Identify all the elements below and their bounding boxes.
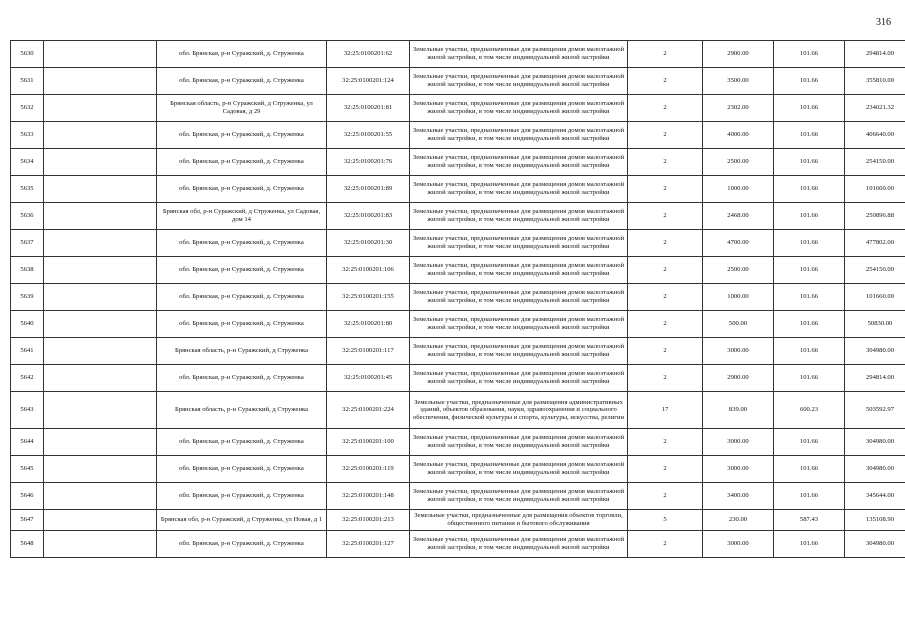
land-purpose-cell: Земельные участки, предназначенные для размещения домов малоэтажной жилой застройки, в том числе индивидуальной жилой застройки xyxy=(410,230,628,257)
category-cell: 2 xyxy=(628,41,703,68)
land-purpose-cell: Земельные участки, предназначенные для размещения домов малоэтажной жилой застройки, в том числе индивидуальной жилой застройки xyxy=(410,483,628,510)
cadastral-value-cell: 294814.00 xyxy=(845,41,905,68)
rate-cell: 101.66 xyxy=(774,149,845,176)
address-cell: обл. Брянская, р-н Суражский, д. Струженка xyxy=(157,456,327,483)
address-cell: Брянская область, р-н Суражский, д Струженка, ул Садовая, д 29 xyxy=(157,95,327,122)
category-cell: 2 xyxy=(628,311,703,338)
category-cell: 2 xyxy=(628,365,703,392)
rate-cell: 101.66 xyxy=(774,41,845,68)
land-purpose-cell: Земельные участки, предназначенные для размещения домов малоэтажной жилой застройки, в том числе индивидуальной жилой застройки xyxy=(410,95,628,122)
land-purpose-cell: Земельные участки, предназначенные для размещения домов малоэтажной жилой застройки, в том числе индивидуальной жилой застройки xyxy=(410,176,628,203)
category-cell: 2 xyxy=(628,338,703,365)
empty-cell xyxy=(44,338,157,365)
address-cell: Брянская область, р-н Суражский, д Струженка xyxy=(157,338,327,365)
row-number-cell: 5635 xyxy=(11,176,44,203)
row-number-cell: 5646 xyxy=(11,483,44,510)
rate-cell: 587.43 xyxy=(774,510,845,531)
area-cell: 4000.00 xyxy=(703,122,774,149)
category-cell: 2 xyxy=(628,68,703,95)
table-row xyxy=(11,392,905,429)
category-cell: 5 xyxy=(628,510,703,531)
cadastral-value-cell: 254150.00 xyxy=(845,149,905,176)
area-cell: 3000.00 xyxy=(703,531,774,558)
area-cell: 839.00 xyxy=(703,392,774,429)
rate-cell: 101.66 xyxy=(774,122,845,149)
cadastral-number-cell: 32:25:0100201:100 xyxy=(327,429,410,456)
empty-cell xyxy=(44,429,157,456)
rate-cell: 101.66 xyxy=(774,284,845,311)
category-cell: 2 xyxy=(628,176,703,203)
table-row xyxy=(11,122,905,149)
address-cell: обл. Брянская, р-н Суражский, д. Струженка xyxy=(157,257,327,284)
cadastral-number-cell: 32:25:0100201:81 xyxy=(327,95,410,122)
area-cell: 3000.00 xyxy=(703,429,774,456)
row-number-cell: 5639 xyxy=(11,284,44,311)
land-purpose-cell: Земельные участки, предназначенные для размещения домов малоэтажной жилой застройки, в том числе индивидуальной жилой застройки xyxy=(410,284,628,311)
table-row xyxy=(11,230,905,257)
row-number-cell: 5640 xyxy=(11,311,44,338)
cadastral-number-cell: 32:25:0100201:148 xyxy=(327,483,410,510)
cadastral-value-cell: 304980.00 xyxy=(845,531,905,558)
land-purpose-cell: Земельные участки, предназначенные для размещения административных зданий, объектов образования, науки, здравоохранения и социального обеспечения, физической культуры и спорта, культуры, искусства, религии xyxy=(410,392,628,429)
cadastral-number-cell: 32:25:0100201:76 xyxy=(327,149,410,176)
area-cell: 3500.00 xyxy=(703,68,774,95)
empty-cell xyxy=(44,483,157,510)
table-row xyxy=(11,176,905,203)
cadastral-value-cell: 50830.00 xyxy=(845,311,905,338)
cadastral-value-cell: 254150.00 xyxy=(845,257,905,284)
address-cell: Брянская обл, р-н Суражский, д Струженка, ул Новая, д 1 xyxy=(157,510,327,531)
rate-cell: 101.66 xyxy=(774,203,845,230)
table-row xyxy=(11,203,905,230)
rate-cell: 101.66 xyxy=(774,230,845,257)
area-cell: 2302.00 xyxy=(703,95,774,122)
area-cell: 1000.00 xyxy=(703,176,774,203)
empty-cell xyxy=(44,95,157,122)
rate-cell: 600.23 xyxy=(774,392,845,429)
row-number-cell: 5633 xyxy=(11,122,44,149)
category-cell: 2 xyxy=(628,456,703,483)
land-purpose-cell: Земельные участки, предназначенные для размещения домов малоэтажной жилой застройки, в том числе индивидуальной жилой застройки xyxy=(410,456,628,483)
address-cell: обл. Брянская, р-н Суражский, д. Струженка xyxy=(157,68,327,95)
rate-cell: 101.66 xyxy=(774,531,845,558)
table-row xyxy=(11,510,905,531)
rate-cell: 101.66 xyxy=(774,429,845,456)
table-row xyxy=(11,531,905,558)
empty-cell xyxy=(44,203,157,230)
empty-cell xyxy=(44,531,157,558)
table-row xyxy=(11,429,905,456)
address-cell: обл. Брянская, р-н Суражский, д. Струженка xyxy=(157,531,327,558)
table-body xyxy=(11,41,905,558)
empty-cell xyxy=(44,230,157,257)
empty-cell xyxy=(44,510,157,531)
area-cell: 2468.00 xyxy=(703,203,774,230)
category-cell: 2 xyxy=(628,149,703,176)
cadastral-number-cell: 32:25:0100201:119 xyxy=(327,456,410,483)
rate-cell: 101.66 xyxy=(774,456,845,483)
category-cell: 2 xyxy=(628,483,703,510)
row-number-cell: 5643 xyxy=(11,392,44,429)
empty-cell xyxy=(44,41,157,68)
address-cell: обл. Брянская, р-н Суражский, д. Струженка xyxy=(157,284,327,311)
cadastral-value-cell: 503592.97 xyxy=(845,392,905,429)
cadastral-value-cell: 250896.88 xyxy=(845,203,905,230)
address-cell: обл. Брянская, р-н Суражский, д. Струженка xyxy=(157,41,327,68)
table-row xyxy=(11,68,905,95)
cadastral-number-cell: 32:25:0100201:62 xyxy=(327,41,410,68)
cadastral-value-cell: 135108.90 xyxy=(845,510,905,531)
table-row xyxy=(11,311,905,338)
table-row xyxy=(11,284,905,311)
empty-cell xyxy=(44,122,157,149)
cadastral-value-cell: 304980.00 xyxy=(845,338,905,365)
cadastral-value-cell: 294814.00 xyxy=(845,365,905,392)
area-cell: 2900.00 xyxy=(703,365,774,392)
cadastral-value-cell: 345644.00 xyxy=(845,483,905,510)
table-row xyxy=(11,338,905,365)
cadastral-value-cell: 355810.00 xyxy=(845,68,905,95)
cadastral-number-cell: 32:25:0100201:80 xyxy=(327,311,410,338)
address-cell: обл. Брянская, р-н Суражский, д. Струженка xyxy=(157,483,327,510)
area-cell: 3400.00 xyxy=(703,483,774,510)
address-cell: Брянская обл, р-н Суражский, д Струженка, ул Садовая, дом 14 xyxy=(157,203,327,230)
cadastral-value-cell: 101660.00 xyxy=(845,176,905,203)
address-cell: обл. Брянская, р-н Суражский, д. Струженка xyxy=(157,176,327,203)
land-purpose-cell: Земельные участки, предназначенные для размещения домов малоэтажной жилой застройки, в том числе индивидуальной жилой застройки xyxy=(410,122,628,149)
category-cell: 2 xyxy=(628,203,703,230)
page-number: 316 xyxy=(876,17,891,28)
category-cell: 17 xyxy=(628,392,703,429)
table-row xyxy=(11,456,905,483)
land-purpose-cell: Земельные участки, предназначенные для размещения домов малоэтажной жилой застройки, в том числе индивидуальной жилой застройки xyxy=(410,257,628,284)
land-registry-table xyxy=(10,40,905,558)
land-purpose-cell: Земельные участки, предназначенные для размещения домов малоэтажной жилой застройки, в том числе индивидуальной жилой застройки xyxy=(410,338,628,365)
cadastral-number-cell: 32:25:0100201:117 xyxy=(327,338,410,365)
cadastral-value-cell: 101660.00 xyxy=(845,284,905,311)
category-cell: 2 xyxy=(628,122,703,149)
table-row xyxy=(11,257,905,284)
category-cell: 2 xyxy=(628,257,703,284)
empty-cell xyxy=(44,392,157,429)
category-cell: 2 xyxy=(628,429,703,456)
row-number-cell: 5636 xyxy=(11,203,44,230)
cadastral-number-cell: 32:25:0100201:224 xyxy=(327,392,410,429)
rate-cell: 101.66 xyxy=(774,176,845,203)
area-cell: 2500.00 xyxy=(703,149,774,176)
cadastral-value-cell: 406640.00 xyxy=(845,122,905,149)
row-number-cell: 5631 xyxy=(11,68,44,95)
empty-cell xyxy=(44,257,157,284)
table-row xyxy=(11,41,905,68)
rate-cell: 101.66 xyxy=(774,338,845,365)
address-cell: обл. Брянская, р-н Суражский, д. Струженка xyxy=(157,429,327,456)
row-number-cell: 5644 xyxy=(11,429,44,456)
row-number-cell: 5632 xyxy=(11,95,44,122)
area-cell: 4700.00 xyxy=(703,230,774,257)
area-cell: 500.00 xyxy=(703,311,774,338)
cadastral-number-cell: 32:25:0100201:89 xyxy=(327,176,410,203)
empty-cell xyxy=(44,284,157,311)
empty-cell xyxy=(44,68,157,95)
table-row xyxy=(11,149,905,176)
area-cell: 3000.00 xyxy=(703,338,774,365)
land-purpose-cell: Земельные участки, предназначенные для размещения объектов торговли, общественного питания и бытового обслуживания xyxy=(410,510,628,531)
empty-cell xyxy=(44,456,157,483)
cadastral-number-cell: 32:25:0100201:45 xyxy=(327,365,410,392)
land-purpose-cell: Земельные участки, предназначенные для размещения домов малоэтажной жилой застройки, в том числе индивидуальной жилой застройки xyxy=(410,203,628,230)
land-purpose-cell: Земельные участки, предназначенные для размещения домов малоэтажной жилой застройки, в том числе индивидуальной жилой застройки xyxy=(410,429,628,456)
land-purpose-cell: Земельные участки, предназначенные для размещения домов малоэтажной жилой застройки, в том числе индивидуальной жилой застройки xyxy=(410,68,628,95)
row-number-cell: 5641 xyxy=(11,338,44,365)
category-cell: 2 xyxy=(628,284,703,311)
row-number-cell: 5630 xyxy=(11,41,44,68)
row-number-cell: 5645 xyxy=(11,456,44,483)
cadastral-value-cell: 304980.00 xyxy=(845,456,905,483)
area-cell: 2500.00 xyxy=(703,257,774,284)
rate-cell: 101.66 xyxy=(774,257,845,284)
row-number-cell: 5642 xyxy=(11,365,44,392)
address-cell: обл. Брянская, р-н Суражский, д. Струженка xyxy=(157,149,327,176)
cadastral-number-cell: 32:25:0100201:155 xyxy=(327,284,410,311)
rate-cell: 101.66 xyxy=(774,311,845,338)
area-cell: 230.00 xyxy=(703,510,774,531)
cadastral-number-cell: 32:25:0100201:213 xyxy=(327,510,410,531)
address-cell: обл. Брянская, р-н Суражский, д. Струженка xyxy=(157,230,327,257)
land-purpose-cell: Земельные участки, предназначенные для размещения домов малоэтажной жилой застройки, в том числе индивидуальной жилой застройки xyxy=(410,149,628,176)
land-purpose-cell: Земельные участки, предназначенные для размещения домов малоэтажной жилой застройки, в том числе индивидуальной жилой застройки xyxy=(410,531,628,558)
address-cell: Брянская область, р-н Суражский, д Струженка xyxy=(157,392,327,429)
rate-cell: 101.66 xyxy=(774,365,845,392)
row-number-cell: 5647 xyxy=(11,510,44,531)
address-cell: обл. Брянская, р-н Суражский, д. Струженка xyxy=(157,365,327,392)
table-row xyxy=(11,365,905,392)
rate-cell: 101.66 xyxy=(774,95,845,122)
empty-cell xyxy=(44,176,157,203)
category-cell: 2 xyxy=(628,95,703,122)
rate-cell: 101.66 xyxy=(774,483,845,510)
cadastral-number-cell: 32:25:0100201:127 xyxy=(327,531,410,558)
cadastral-number-cell: 32:25:0100201:30 xyxy=(327,230,410,257)
row-number-cell: 5634 xyxy=(11,149,44,176)
area-cell: 2900.00 xyxy=(703,41,774,68)
area-cell: 1000.00 xyxy=(703,284,774,311)
land-purpose-cell: Земельные участки, предназначенные для размещения домов малоэтажной жилой застройки, в том числе индивидуальной жилой застройки xyxy=(410,365,628,392)
land-purpose-cell: Земельные участки, предназначенные для размещения домов малоэтажной жилой застройки, в том числе индивидуальной жилой застройки xyxy=(410,311,628,338)
empty-cell xyxy=(44,365,157,392)
cadastral-number-cell: 32:25:0100201:83 xyxy=(327,203,410,230)
land-purpose-cell: Земельные участки, предназначенные для размещения домов малоэтажной жилой застройки, в том числе индивидуальной жилой застройки xyxy=(410,41,628,68)
table-row xyxy=(11,483,905,510)
row-number-cell: 5648 xyxy=(11,531,44,558)
cadastral-value-cell: 477802.00 xyxy=(845,230,905,257)
rate-cell: 101.66 xyxy=(774,68,845,95)
cadastral-number-cell: 32:25:0100201:55 xyxy=(327,122,410,149)
category-cell: 2 xyxy=(628,230,703,257)
row-number-cell: 5637 xyxy=(11,230,44,257)
category-cell: 2 xyxy=(628,531,703,558)
table-row xyxy=(11,95,905,122)
empty-cell xyxy=(44,311,157,338)
address-cell: обл. Брянская, р-н Суражский, д. Струженка xyxy=(157,311,327,338)
empty-cell xyxy=(44,149,157,176)
cadastral-value-cell: 304980.00 xyxy=(845,429,905,456)
address-cell: обл. Брянская, р-н Суражский, д. Струженка xyxy=(157,122,327,149)
area-cell: 3000.00 xyxy=(703,456,774,483)
cadastral-number-cell: 32:25:0100201:124 xyxy=(327,68,410,95)
cadastral-number-cell: 32:25:0100201:106 xyxy=(327,257,410,284)
cadastral-value-cell: 234021.32 xyxy=(845,95,905,122)
row-number-cell: 5638 xyxy=(11,257,44,284)
